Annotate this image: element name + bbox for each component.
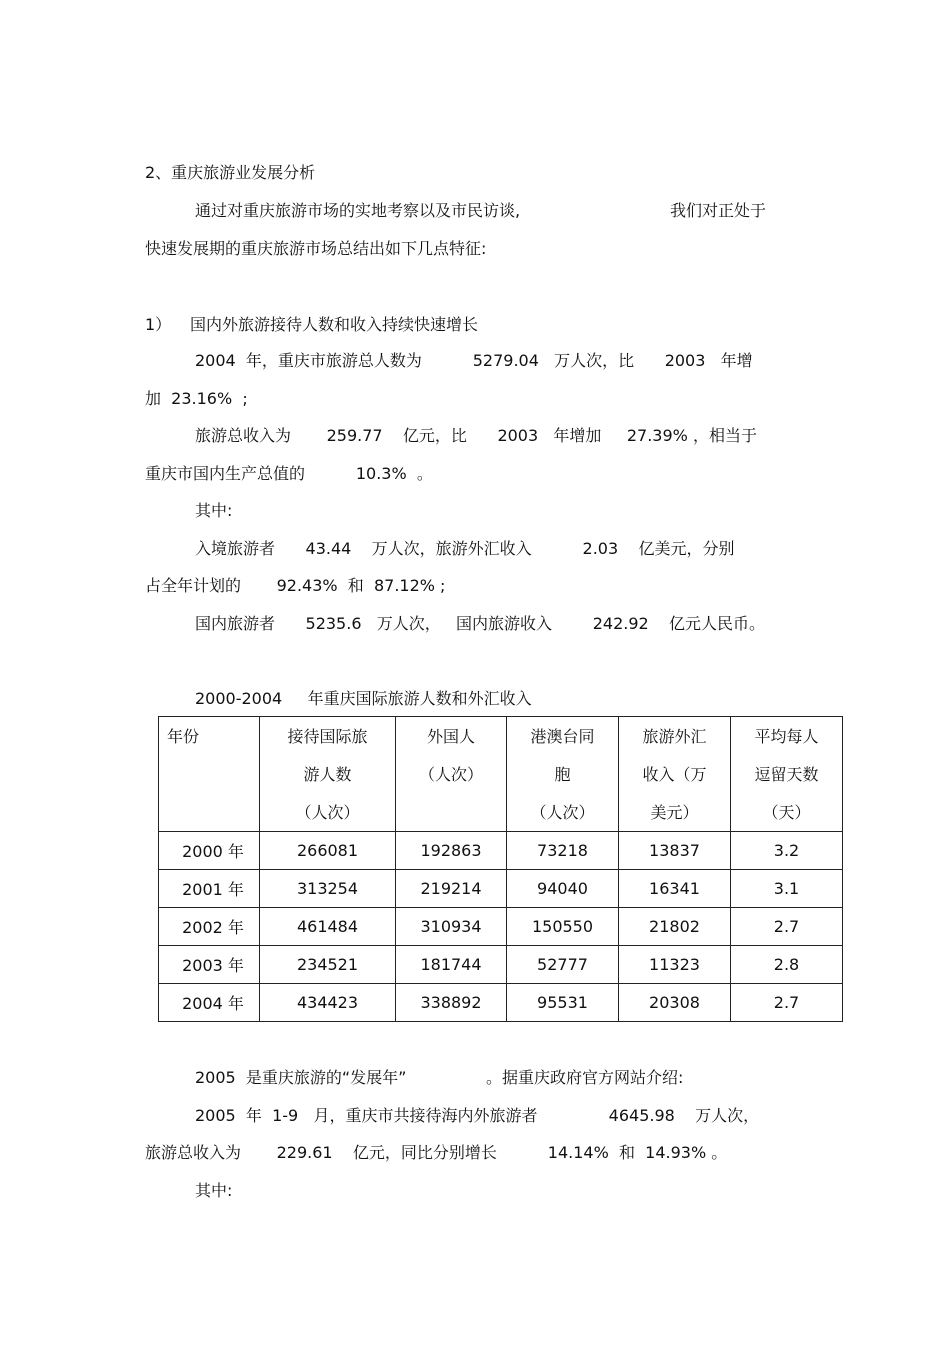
table-row: [159, 870, 843, 908]
header-cell-year: [159, 717, 260, 832]
table-cell: 11323: [619, 946, 731, 984]
header-text: 胞: [554, 765, 571, 784]
paragraph-visitors-line-2: 加 23.16% ;: [145, 389, 248, 408]
table-cell: 2.7: [731, 984, 843, 1022]
table-row: [159, 984, 843, 1022]
paragraph-income-line-1: 旅游总收入为 259.77 亿元，比 2003 年增加 27.39% ，相当于: [195, 426, 757, 445]
table-cell: 3.2: [731, 832, 843, 870]
table-cell: 2001 年: [159, 870, 260, 908]
header-cell-stay-days: [731, 717, 843, 832]
table-cell: 2.7: [731, 908, 843, 946]
table-cell: 2004 年: [159, 984, 260, 1022]
qizhong-label: 其中:: [195, 501, 233, 520]
table-cell: 266081: [260, 832, 396, 870]
table-row: [159, 946, 843, 984]
paragraph-2005-line-3: 旅游总收入为 229.61 亿元，同比分别增长 14.14% 和 14.93% 。: [145, 1143, 728, 1162]
table-cell: 2002 年: [159, 908, 260, 946]
header-cell-intl-visitors: [260, 717, 396, 832]
section-heading: 2、重庆旅游业发展分析: [145, 163, 316, 182]
table-cell: 21802: [619, 908, 731, 946]
table-cell: 3.1: [731, 870, 843, 908]
header-text: 旅游外汇: [642, 727, 707, 746]
table-cell: 181744: [396, 946, 507, 984]
paragraph-2005-line-1b: 。据重庆政府官方网站介绍:: [486, 1068, 684, 1087]
paragraph-2005-line-2: 2005 年 1-9 月，重庆市共接待海内外旅游者 4645.98 万人次，: [195, 1106, 760, 1125]
paragraph-inbound-line-2: 占全年计划的 92.43% 和 87.12% ;: [145, 576, 446, 595]
point-title: 国内外旅游接待人数和收入持续快速增长: [190, 315, 479, 334]
table-cell: 16341: [619, 870, 731, 908]
table-cell: 192863: [396, 832, 507, 870]
header-text: 港澳台同: [530, 727, 595, 746]
table-cell: 234521: [260, 946, 396, 984]
intro-line-2: 快速发展期的重庆旅游市场总结出如下几点特征:: [145, 239, 487, 258]
table-caption: 2000-2004 年重庆国际旅游人数和外汇收入: [195, 689, 532, 708]
table-cell: 2000 年: [159, 832, 260, 870]
table-cell: 2.8: [731, 946, 843, 984]
point-number: 1）: [145, 315, 172, 334]
table-cell: 150550: [507, 908, 619, 946]
header-text: 收入（万: [642, 765, 707, 784]
header-text: 外国人: [426, 727, 475, 746]
tourism-table: [158, 716, 843, 1022]
table-cell: 338892: [396, 984, 507, 1022]
table-cell: 20308: [619, 984, 731, 1022]
table-cell: 95531: [507, 984, 619, 1022]
intro-line-1b: 我们对正处于: [670, 201, 767, 220]
paragraph-inbound-line-1: 入境旅游者 43.44 万人次，旅游外汇收入 2.03 亿美元，分别: [195, 539, 735, 558]
header-text: （人次）: [295, 803, 360, 822]
header-cell-compatriots: [507, 717, 619, 832]
paragraph-visitors-line-1: 2004 年，重庆市旅游总人数为 5279.04 万人次，比 2003 年增: [195, 351, 753, 370]
table-cell: 310934: [396, 908, 507, 946]
header-text: （人次）: [530, 803, 595, 822]
table-cell: 461484: [260, 908, 396, 946]
paragraph-domestic: 国内旅游者 5235.6 万人次， 国内旅游收入 242.92 亿元人民币。: [195, 614, 766, 633]
paragraph-2005-line-1a: 2005 是重庆旅游的“发展年”: [195, 1068, 407, 1087]
header-text: 接待国际旅: [287, 727, 368, 746]
header-text: 平均每人: [754, 727, 819, 746]
table-row: [159, 908, 843, 946]
table-cell: 94040: [507, 870, 619, 908]
header-text: （天）: [762, 803, 811, 822]
table-header-row: [159, 717, 843, 832]
header-text: 逗留天数: [754, 765, 819, 784]
intro-line-1a: 通过对重庆旅游市场的实地考察以及市民访谈,: [195, 201, 521, 220]
table-cell: 73218: [507, 832, 619, 870]
header-text: （人次）: [418, 765, 483, 784]
table-cell: 313254: [260, 870, 396, 908]
paragraph-income-line-2: 重庆市国内生产总值的 10.3% 。: [145, 464, 433, 483]
table-cell: 2003 年: [159, 946, 260, 984]
header-text: 美元）: [650, 803, 699, 822]
header-cell-foreigners: [396, 717, 507, 832]
table-cell: 13837: [619, 832, 731, 870]
qizhong-label-2005: 其中:: [195, 1181, 233, 1200]
header-text: 游人数: [303, 765, 352, 784]
table-cell: 52777: [507, 946, 619, 984]
table-row: [159, 832, 843, 870]
header-text: 年份: [167, 727, 200, 746]
table-cell: 219214: [396, 870, 507, 908]
header-cell-forex-income: [619, 717, 731, 832]
table-cell: 434423: [260, 984, 396, 1022]
